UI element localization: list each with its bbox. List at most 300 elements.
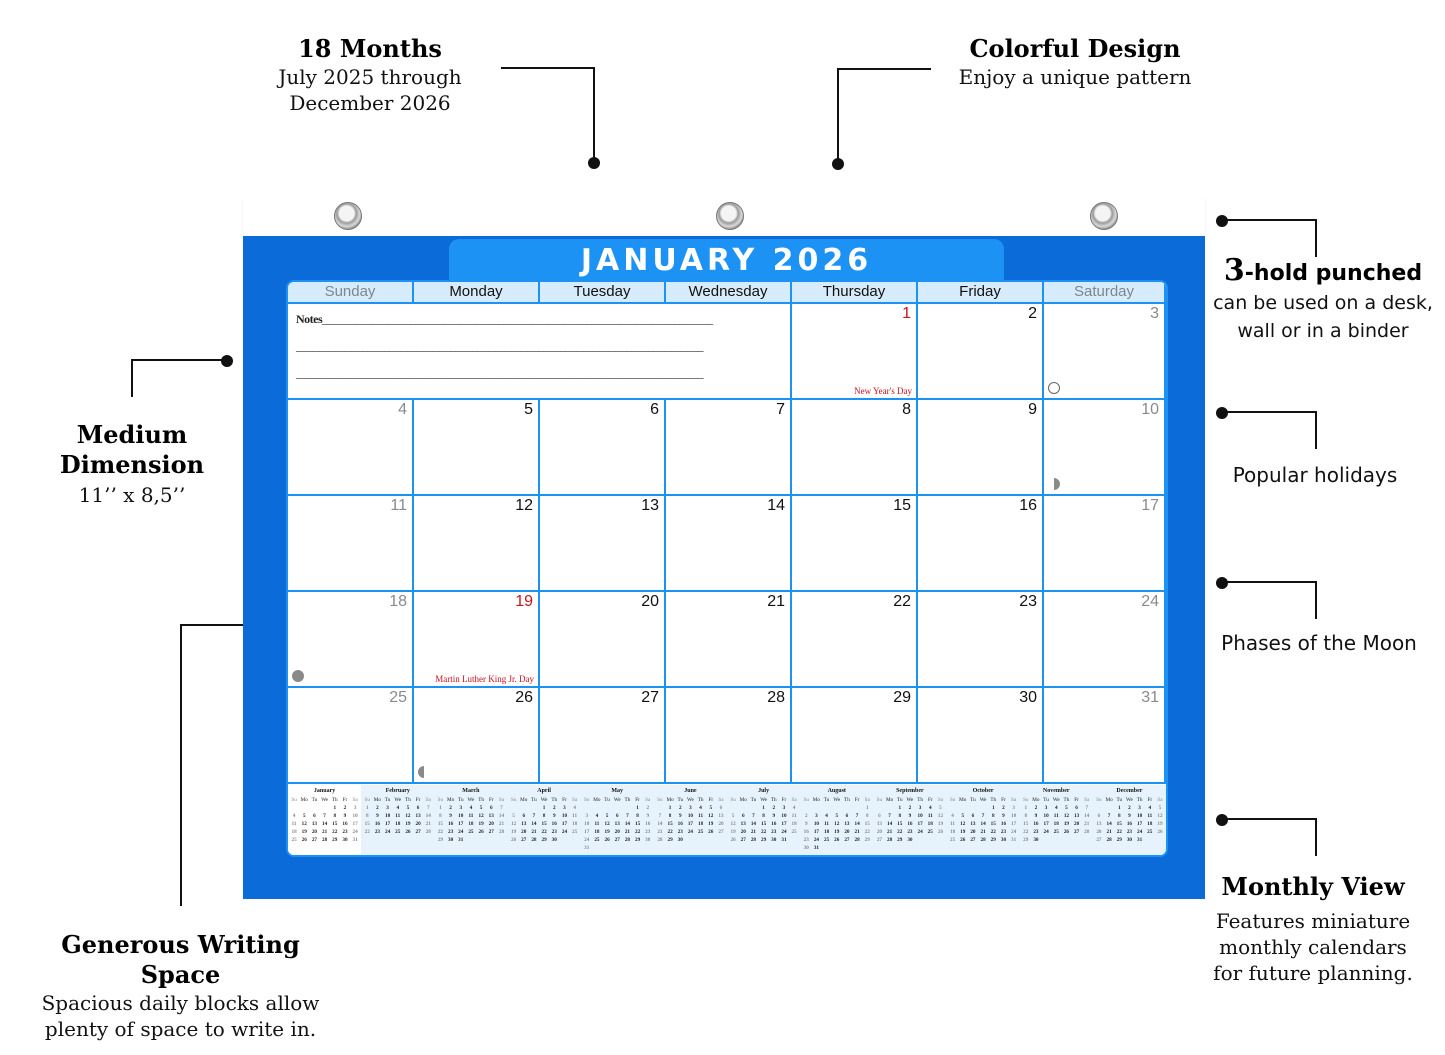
mini-day-header: Mo — [885, 797, 894, 803]
mini-day: 26 — [960, 837, 966, 843]
day-cell[interactable] — [666, 496, 792, 592]
mini-week-row — [435, 820, 506, 828]
day-cell[interactable] — [414, 496, 540, 592]
mini-day: 4 — [825, 813, 828, 819]
callout-medium-dimension — [42, 420, 222, 508]
mini-day: 27 — [718, 829, 724, 835]
callout-3-hold-title — [1205, 253, 1441, 289]
connector-line — [1222, 411, 1317, 413]
mini-calendar-may — [581, 785, 654, 857]
mini-day-header: Tu — [896, 797, 903, 803]
mini-day: 22 — [761, 829, 767, 835]
day-cell[interactable] — [918, 688, 1044, 784]
mini-week-row — [728, 812, 799, 820]
day-cell[interactable] — [414, 688, 540, 784]
mini-day-header: Fr — [927, 797, 933, 803]
mini-day-header: Th — [1136, 797, 1143, 803]
mini-day: 3 — [918, 805, 922, 811]
mini-day-header: Sa — [572, 797, 578, 803]
day-cell[interactable] — [918, 304, 1044, 400]
mini-day: 31 — [1011, 837, 1017, 843]
connector-line — [1222, 219, 1317, 221]
mini-day: 26 — [730, 837, 736, 843]
mini-day: 7 — [1085, 805, 1089, 811]
mini-day: 12 — [510, 821, 517, 827]
mini-day: 3 — [459, 805, 463, 811]
mini-day: 8 — [898, 813, 902, 819]
mini-day: 1 — [1117, 805, 1121, 811]
mini-day: 30 — [1033, 837, 1039, 843]
mini-day: 22 — [541, 829, 547, 835]
mini-week-row — [728, 820, 799, 828]
mini-day: 31 — [813, 845, 819, 851]
mini-day: 9 — [343, 813, 347, 819]
mini-day-header: Mo — [520, 797, 528, 803]
mini-day: 25 — [791, 829, 797, 835]
callout-18-months-line2: December 2026 — [289, 91, 451, 115]
mini-day-header: Th — [770, 797, 777, 803]
day-cell[interactable] — [288, 400, 414, 496]
mini-week-row — [1094, 804, 1165, 812]
mini-day: 21 — [531, 829, 537, 835]
mini-day: 26 — [604, 837, 610, 843]
mini-day: 21 — [624, 829, 631, 835]
mini-week-row — [801, 844, 872, 852]
mini-day-header: Sa — [425, 797, 431, 803]
mini-day-header: Fr — [562, 797, 567, 803]
weekday-header-tuesday: Tuesday — [540, 282, 666, 304]
mini-day-headers — [435, 796, 506, 804]
day-cell[interactable] — [288, 688, 414, 784]
mini-day-header: Su — [364, 797, 370, 803]
mini-day-header: Sa — [1084, 797, 1090, 803]
mini-day: 17 — [352, 821, 358, 827]
mini-day: 14 — [1084, 813, 1090, 819]
connector-line — [1315, 818, 1317, 856]
mini-day: 8 — [1024, 813, 1028, 819]
callout-moon-text: Phases of the Moon — [1221, 631, 1417, 655]
mini-day: 11 — [572, 813, 578, 819]
mini-day: 20 — [970, 829, 976, 835]
day-cell[interactable] — [918, 592, 1044, 688]
mini-day: 17 — [1011, 821, 1017, 827]
mini-day: 2 — [908, 805, 912, 811]
mini-day: 19 — [1157, 821, 1163, 827]
mini-day: 27 — [876, 837, 882, 843]
mini-day: 7 — [323, 813, 326, 819]
mini-day: 8 — [542, 813, 546, 819]
mini-day-header: We — [540, 797, 548, 803]
mini-week-row — [948, 812, 1019, 820]
mini-calendar-title: September — [896, 788, 924, 794]
mini-day: 26 — [834, 837, 840, 843]
day-cell[interactable] — [792, 496, 918, 592]
mini-day: 11 — [927, 813, 933, 819]
mini-day: 10 — [458, 813, 464, 819]
mini-day: 15 — [990, 821, 996, 827]
mini-day-header: We — [906, 797, 914, 803]
mini-day: 19 — [604, 829, 610, 835]
mini-day: 13 — [614, 821, 620, 827]
mini-day: 26 — [1157, 829, 1163, 835]
connector-line — [1315, 219, 1317, 257]
mini-week-row — [874, 804, 945, 812]
mini-calendar-october — [947, 785, 1020, 857]
mini-day: 19 — [960, 829, 966, 835]
day-cell[interactable] — [1044, 304, 1166, 400]
mini-day: 20 — [1074, 821, 1080, 827]
mini-day-header: We — [1052, 797, 1060, 803]
day-cell[interactable] — [918, 496, 1044, 592]
day-number: 21 — [767, 593, 785, 610]
day-cell[interactable] — [288, 496, 414, 592]
day-cell[interactable] — [288, 592, 414, 688]
day-cell[interactable] — [792, 592, 918, 688]
mini-day: 27 — [1074, 829, 1080, 835]
mini-calendar-title: August — [827, 788, 846, 794]
day-number: 17 — [1141, 497, 1159, 514]
mini-day: 11 — [594, 821, 600, 827]
mini-day-header: Mo — [373, 797, 382, 803]
day-cell[interactable] — [918, 400, 1044, 496]
mini-day: 1 — [636, 805, 639, 811]
mini-calendar-july — [727, 785, 800, 857]
mini-day: 24 — [781, 829, 787, 835]
mini-day: 25 — [395, 829, 401, 835]
notes-line: __________________________________________________________________________ — [296, 366, 703, 380]
mini-day: 31 — [584, 845, 590, 851]
mini-day: 30 — [771, 837, 777, 843]
mini-day: 5 — [939, 805, 942, 811]
mini-day: 11 — [1053, 813, 1059, 819]
mini-day-header: Fr — [781, 797, 787, 803]
mini-day: 16 — [907, 821, 913, 827]
mini-day: 5 — [1065, 805, 1068, 811]
mini-day: 19 — [478, 821, 484, 827]
mini-day: 8 — [865, 813, 869, 819]
mini-day: 6 — [719, 805, 723, 811]
day-cell[interactable] — [540, 592, 666, 688]
mini-week-row — [435, 804, 506, 812]
day-cell[interactable] — [792, 304, 918, 400]
mini-day: 3 — [585, 813, 589, 819]
mini-day: 9 — [908, 813, 912, 819]
mini-day-header: Su — [657, 797, 663, 803]
callout-colorful-design-text: Enjoy a unique pattern — [958, 65, 1192, 89]
mini-day-header: Fr — [708, 797, 714, 803]
day-number: 26 — [515, 689, 533, 706]
mini-day: 28 — [980, 837, 986, 843]
mini-day: 12 — [708, 813, 714, 819]
mini-day-header: Th — [405, 797, 411, 803]
mini-day: 7 — [500, 805, 503, 811]
day-cell[interactable] — [666, 592, 792, 688]
connector-dot — [221, 355, 233, 367]
mini-day-header: Th — [1063, 797, 1070, 803]
mini-day: 13 — [488, 813, 494, 819]
mini-day: 18 — [823, 829, 830, 835]
mini-day: 2 — [804, 813, 808, 819]
day-cell[interactable] — [666, 688, 792, 784]
mini-day: 23 — [803, 837, 809, 843]
mini-day-headers — [801, 796, 872, 804]
day-cell[interactable] — [1044, 496, 1166, 592]
mini-day: 8 — [439, 813, 442, 819]
mini-day: 29 — [990, 837, 996, 843]
mini-day: 5 — [406, 805, 410, 811]
mini-day-header: Th — [624, 797, 631, 803]
day-cell[interactable] — [540, 496, 666, 592]
day-cell[interactable] — [414, 400, 540, 496]
mini-day-header: Mo — [812, 797, 821, 803]
mini-day: 24 — [1011, 829, 1017, 835]
notes-line — [296, 312, 790, 339]
mini-day: 29 — [864, 837, 870, 843]
mini-day: 20 — [718, 821, 724, 827]
callout-3-hold-title-rest: -hold punched — [1244, 261, 1423, 286]
mini-day: 22 — [1023, 829, 1029, 835]
mini-day: 23 — [342, 829, 348, 835]
full-moon-icon — [1048, 382, 1060, 394]
connector-line — [131, 359, 133, 397]
mini-day: 13 — [1096, 821, 1102, 827]
mini-day: 25 — [1053, 829, 1059, 835]
mini-day: 14 — [980, 821, 986, 827]
day-cell[interactable] — [414, 592, 540, 688]
mini-day: 28 — [498, 829, 505, 835]
mini-day-header: Mo — [739, 797, 747, 803]
day-cell[interactable] — [1044, 400, 1166, 496]
connector-dot — [588, 157, 600, 169]
mini-day: 17 — [781, 821, 787, 827]
callout-colorful-design — [950, 34, 1200, 90]
day-number: 20 — [641, 593, 659, 610]
callout-monthly-view — [1200, 872, 1426, 986]
mini-day: 11 — [468, 813, 474, 819]
mini-day: 14 — [657, 821, 663, 827]
mini-day: 23 — [1126, 829, 1133, 835]
mini-day: 1 — [865, 805, 869, 811]
mini-day: 22 — [332, 829, 338, 835]
mini-calendar-title: February — [385, 788, 410, 794]
mini-day: 16 — [342, 821, 348, 827]
mini-day: 8 — [1117, 813, 1121, 819]
mini-day: 22 — [864, 829, 870, 835]
mini-day: 4 — [573, 805, 576, 811]
mini-day: 9 — [646, 813, 650, 819]
mini-day-header: Sa — [718, 797, 724, 803]
day-cell[interactable] — [792, 400, 918, 496]
mini-day: 7 — [981, 813, 985, 819]
day-cell[interactable] — [1044, 592, 1166, 688]
mini-day-headers — [948, 796, 1019, 804]
mini-day: 5 — [835, 813, 839, 819]
mini-week-row — [801, 812, 872, 820]
mini-day-header: Su — [1096, 797, 1102, 803]
mini-day: 6 — [313, 813, 316, 819]
connector-dot — [1216, 407, 1228, 419]
mini-day: 15 — [437, 821, 443, 827]
mini-day: 10 — [687, 813, 694, 819]
callout-3-hold-line2: wall or in a binder — [1237, 320, 1409, 342]
notes-area — [288, 304, 792, 400]
mini-day: 16 — [447, 821, 454, 827]
mini-day: 3 — [1012, 805, 1015, 811]
mini-day-header: Mo — [446, 797, 455, 803]
mini-day: 26 — [937, 829, 944, 835]
mini-day: 13 — [740, 821, 746, 827]
day-number: 30 — [1019, 689, 1037, 706]
mini-day: 9 — [678, 813, 682, 819]
callout-monthly-line1: Features miniature — [1215, 909, 1411, 933]
mini-day: 30 — [803, 845, 809, 851]
first-quarter-moon-icon — [418, 766, 430, 778]
mini-day: 8 — [636, 813, 639, 819]
day-cell[interactable] — [666, 400, 792, 496]
notes-line: __________________________________________________________________________ — [296, 339, 703, 353]
mini-day: 20 — [740, 829, 746, 835]
mini-day-header: Su — [437, 797, 444, 803]
mini-day: 12 — [1157, 813, 1163, 819]
mini-week-row — [362, 812, 433, 820]
mini-day: 9 — [449, 813, 452, 819]
weekday-header-monday: Monday — [414, 282, 540, 304]
mini-day-header: Su — [584, 797, 590, 803]
punched-hole-icon — [1090, 202, 1118, 230]
mini-week-row — [1021, 812, 1092, 820]
mini-day: 15 — [635, 821, 641, 827]
mini-day: 18 — [291, 829, 297, 835]
mini-week-row — [801, 836, 872, 844]
day-cell[interactable] — [540, 688, 666, 784]
callout-dimension-title2: Dimension — [59, 450, 205, 479]
mini-day-headers — [362, 796, 433, 804]
mini-day: 1 — [439, 805, 442, 811]
connector-dot — [1216, 814, 1228, 826]
mini-day: 3 — [353, 805, 357, 811]
callout-writing-space — [18, 930, 343, 1042]
mini-calendars — [288, 785, 1166, 857]
mini-calendar-title: October — [972, 788, 994, 794]
mini-day: 2 — [646, 805, 650, 811]
mini-day: 28 — [624, 837, 631, 843]
mini-day: 5 — [961, 813, 965, 819]
mini-day-header: Su — [730, 797, 736, 803]
mini-day: 7 — [752, 813, 755, 819]
mini-day: 11 — [291, 821, 297, 827]
mini-day: 12 — [834, 821, 840, 827]
mini-day: 14 — [322, 821, 328, 827]
mini-day-header: Th — [551, 797, 558, 803]
mini-week-row — [582, 836, 653, 844]
mini-day: 6 — [1097, 813, 1101, 819]
mini-day-header: We — [760, 797, 767, 803]
mini-calendar-march — [434, 785, 507, 857]
mini-day: 12 — [960, 821, 966, 827]
connector-dot — [1216, 577, 1228, 589]
callout-popular-holidays — [1210, 462, 1420, 488]
mini-day-headers — [1021, 796, 1092, 804]
mini-week-row — [362, 828, 433, 836]
mini-day: 17 — [1043, 821, 1049, 827]
day-number: 19 — [515, 593, 533, 610]
mini-day: 19 — [730, 829, 736, 835]
day-cell[interactable] — [792, 688, 918, 784]
mini-day-header: Su — [876, 797, 883, 803]
mini-calendar-april — [508, 785, 581, 857]
callout-3-hold-punched — [1205, 253, 1441, 345]
mini-day: 18 — [791, 821, 797, 827]
day-number: 4 — [398, 401, 407, 418]
mini-day: 25 — [949, 837, 956, 843]
mini-day-header: Fr — [1147, 797, 1153, 803]
mini-day: 8 — [991, 813, 995, 819]
mini-day: 28 — [425, 829, 431, 835]
mini-day: 24 — [1043, 829, 1049, 835]
mini-week-row — [509, 828, 580, 836]
connector-line — [180, 624, 182, 906]
mini-day: 18 — [927, 821, 933, 827]
mini-day: 30 — [677, 837, 683, 843]
mini-day: 12 — [1063, 813, 1070, 819]
mini-calendar-title: May — [611, 788, 624, 794]
day-cell[interactable] — [1044, 688, 1166, 784]
mini-day: 30 — [907, 837, 913, 843]
mini-day: 12 — [301, 821, 307, 827]
mini-week-row — [801, 828, 872, 836]
mini-day: 7 — [426, 805, 430, 811]
mini-week-row — [289, 812, 360, 820]
mini-day: 6 — [489, 805, 493, 811]
mini-day: 6 — [878, 813, 881, 819]
mini-day: 20 — [1096, 829, 1102, 835]
mini-day: 25 — [823, 837, 830, 843]
day-number: 15 — [893, 497, 911, 514]
mini-week-row — [948, 828, 1019, 836]
day-number: 27 — [641, 689, 659, 706]
mini-day: 10 — [584, 821, 590, 827]
day-number: 31 — [1141, 689, 1159, 706]
mini-calendar-december — [1093, 785, 1166, 857]
mini-day: 17 — [687, 821, 694, 827]
mini-day: 15 — [541, 821, 547, 827]
mini-day: 22 — [1116, 829, 1122, 835]
day-number: 12 — [515, 497, 533, 514]
mini-day: 2 — [552, 805, 556, 811]
mini-day: 7 — [1107, 813, 1111, 819]
mini-day-header: Mo — [959, 797, 967, 803]
mini-day: 5 — [731, 813, 735, 819]
mini-day: 4 — [1148, 805, 1152, 811]
mini-day-header: Tu — [970, 797, 976, 803]
day-cell[interactable] — [540, 400, 666, 496]
mini-day: 17 — [584, 829, 590, 835]
mini-day-header: Mo — [666, 797, 674, 803]
mini-day: 6 — [741, 813, 745, 819]
callout-3-hold-line1: can be used on a desk, — [1213, 292, 1433, 314]
mini-week-row — [874, 820, 945, 828]
mini-day-header: Th — [844, 797, 850, 803]
mini-day: 29 — [437, 837, 443, 843]
mini-day: 17 — [1137, 821, 1143, 827]
weekday-header-sunday: Sunday — [288, 282, 414, 304]
month-title: JANUARY 2026 — [449, 239, 1004, 283]
mini-day: 31 — [352, 837, 358, 843]
mini-day-header: Mo — [300, 797, 308, 803]
mini-day: 18 — [468, 821, 474, 827]
mini-day: 11 — [395, 813, 401, 819]
mini-day: 30 — [1126, 837, 1133, 843]
